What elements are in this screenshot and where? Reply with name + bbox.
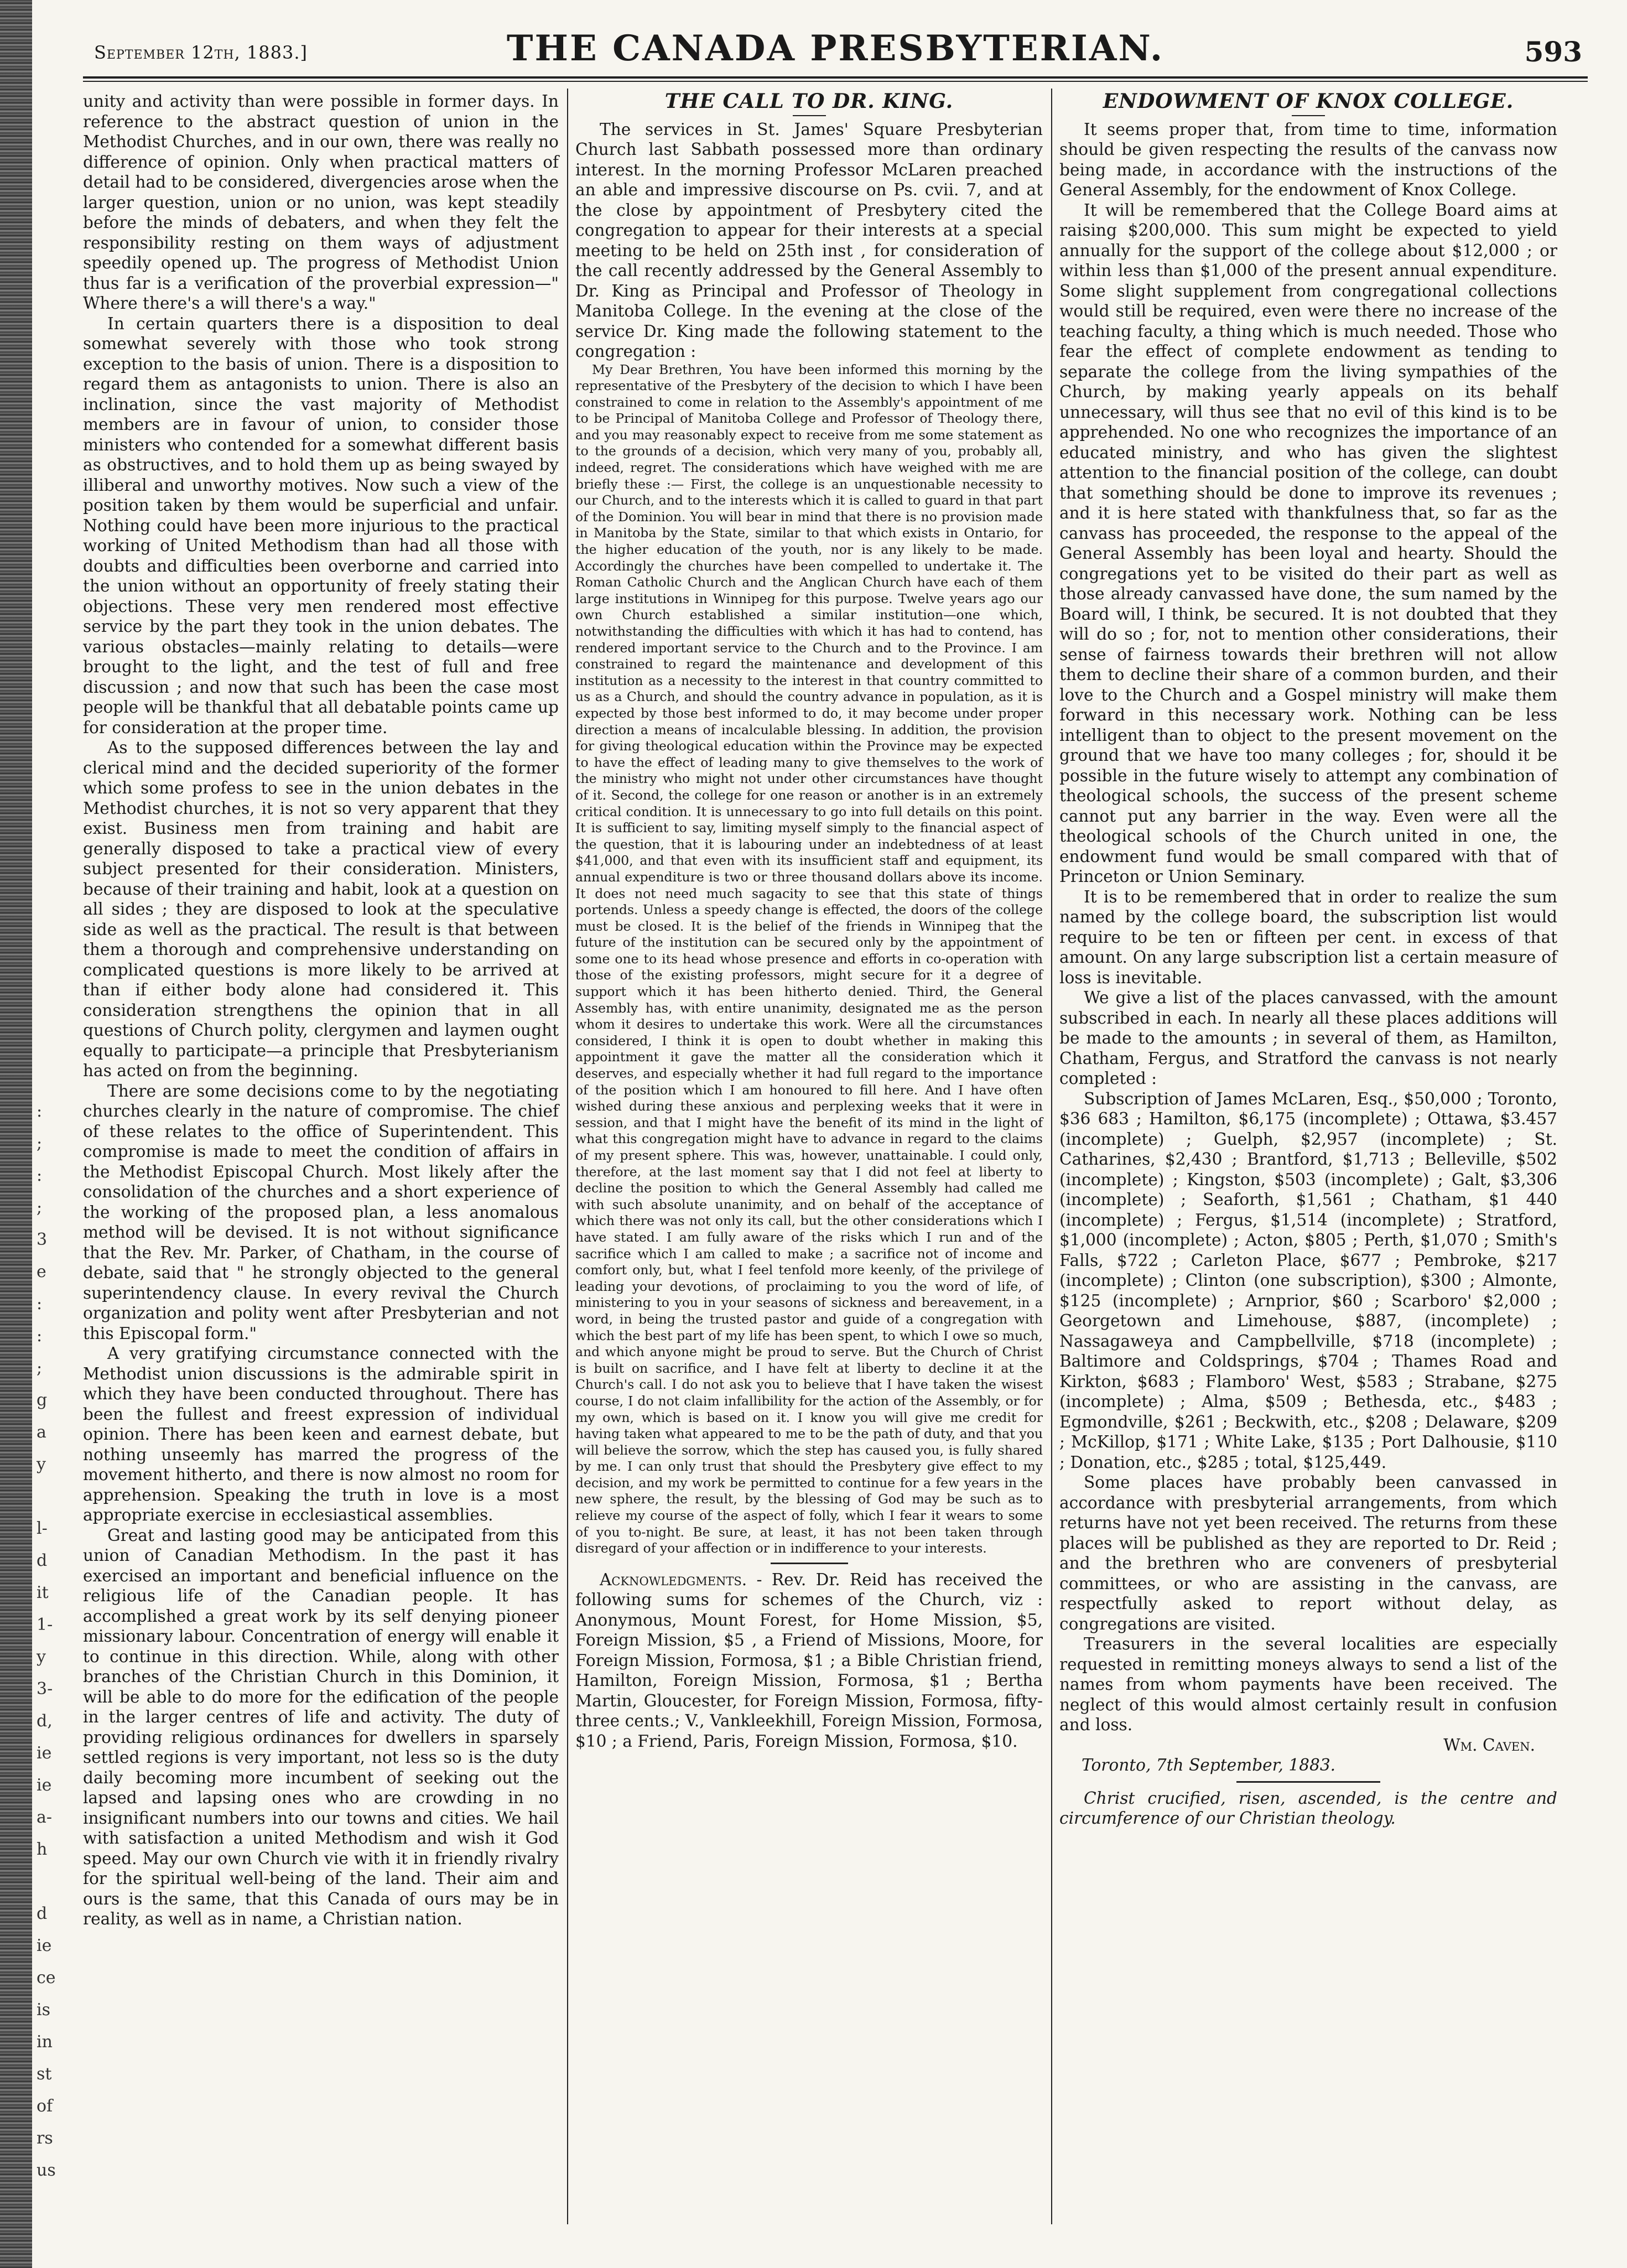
article-paragraph: Some places have probably been canvassed in accordance with presbyterial arrangements, from which returns have not yet been received. The returns from these places will be published as they are reported to Dr. Reid ; and the brethren who are conveners of presbyterial committees, or who are assisting in the canvass, are respectfully asked to report without delay, as congregations are visited. (1059, 1473, 1557, 1633)
article-paragraph: Treasurers in the several localities are especially requested in remitting moneys always to send a list of the names from whom payments have been received. The neglect of this would almost certainly result in confusion and loss. (1059, 1634, 1557, 1734)
article-title: THE CALL TO DR. KING. (664, 90, 954, 113)
title-rule (793, 115, 826, 116)
header-date: September 12th, 1883.] (94, 42, 308, 63)
newspaper-title: THE CANADA PRESBYTERIAN. (506, 28, 1165, 69)
article-paragraph: There are some decisions come to by the negotiating churches clearly in the nature of compromise. The chief of these relates to the office of Superintendent. This compromise is made to meet the condition of affairs in the Methodist Episcopal Church. Most likely after the consolidation of the churches and a short experience of the working of the proposed plan, a less anomalous method will be devised. It is not without significance that the Rev. Mr. Parker, of Chatham, in the course of debate, said that " he strongly objected to the general superintendency clause. In every revival the Church organization and polity went after Presbyterian and not this Episcopal form." (83, 1081, 559, 1343)
title-rule (1292, 115, 1325, 116)
signature: Wm. Caven. (1443, 1735, 1535, 1755)
article-paragraph: In certain quarters there is a disposition to deal somewhat severely with those who took strong exception to the basis of union. There is a disposition to regard them as antagonists to union. There is also an inclination, since the vast majority of Methodist members are in favour of union, to consider those ministers who contended for a somewhat different basis as obstructives, and to hold them up as being swayed by illiberal and unworthy motives. Now such a view of the position taken by them would be superficial and unfair. Nothing could have been more injurious to the practical working of United Methodism than had all those with doubts and difficulties been overborne and carried into the union without an opportunity of freely stating their objections. These very men rendered most effective service by the part they took in the union debates. The various obstacles—mainly relating to details—were brought to the light, and the test of full and free discussion ; and now that such has been the case most people will be thankful that all debatable points came up for consideration at the proper time. (83, 314, 559, 737)
article-intro: The services in St. James' Square Presbyterian Church last Sabbath possessed more than ordinary interest. In the morning Professor McLaren preached an able and impressive discourse on Ps. cvii. 7, and at the close by appointment of Presbytery cited the congregation to appear for their interests at a special meeting to be held on 25th inst , for consideration of the call recently addressed by the General Assembly to Dr. King as Principal and Professor of Theology in Manitoba College. In the evening at the close of the service Dr. King made the following statement to the congregation : (575, 120, 1043, 361)
column-divider-2 (1051, 89, 1052, 2224)
footnote: Christ crucified, risen, ascended, is the centre and circumference of our Christian theology. (1059, 1788, 1557, 1828)
page-number: 593 (1524, 35, 1582, 68)
article-paragraph: We give a list of the places canvassed, with the amount subscribed in each. In nearly all these places additions will be made to the amounts ; in several of them, as Hamilton, Chatham, Fergus, and Stratford the canvass is not nearly completed : (1059, 988, 1557, 1088)
column-call-to-dr-king (575, 91, 1043, 1751)
article-paragraph: It will be remembered that the College Board aims at raising $200,000. This sum might be expected to yield annually for the support of the college about $12,000 ; or within less than $1,000 of the present annual expenditure. Some slight supplement from congregational collections would still be required, even were there no increase of the teaching faculty, a thing which is much needed. Those who fear the effect of complete endowment as tending to separate the college from the living sympathies of the Church, by making yearly appeals on its behalf unnecessary, will thus see that no evil of this kind is to be apprehended. No one who recognizes the importance of an educated ministry, and who has given the slightest attention to the financial position of the college, can doubt that something should be done to improve its revenues ; and it is here stated with thankfulness that, so far as the canvass has proceeded, the response to the appeal of the General Assembly has been loyal and hearty. Should the congregations yet to be visited do their part as well as those already canvassed have done, the sum named by the Board will, I think, be secured. It is not doubted that they will do so ; for, not to mention other considerations, their sense of fairness towards their brethren will not allow them to decline their share of a common burden, and their love to the Church and a Gospel ministry will make them forward in this necessary work. Nothing can be less intelligent than to object to the present movement on the ground that we have too many colleges ; for, should it be possible in the future wisely to attempt any combination of theological schools, the success of the present scheme cannot put any barrier in the way. Even were all the theological schools of the Church united in one, the endowment fund would be small compared with that of Princeton or Union Seminary. (1059, 200, 1557, 886)
margin-fragments: : ; : ; 3 e : : ; g a y l- d it 1- y 3- d, ie ie a- h d ie ce is in st of rs us (37, 1102, 56, 2180)
section-rule (1236, 1781, 1380, 1783)
article-paragraph: Great and lasting good may be anticipated from this union of Canadian Methodism. In the past it has exercised an important and beneficial influence on the religious life of the Canadian people. It has accomplished a great work by its self denying pioneer missionary labour. Concentration of energy will enable it to continue in this direction. While, along with other branches of the Christian Church in this Dominion, it will be able to do more for the edification of the people in the larger centres of life and activity. The duty of providing religious ordinances for dwellers in sparsely settled regions is very important, not less so is the duty daily becoming more incumbent of seeking out the lapsed and lapsing ones who are crowding in no insignificant numbers into our towns and cities. We hail with satisfaction a united Methodism and wish it God speed. May our own Church vie with it in friendly rivalry for the spiritual well-being of the land. Their aim and ours is the same, that this Canada of ours may be in reality, as well as in name, a Christian nation. (83, 1525, 559, 1928)
acknowledgments-text: - Rev. Dr. Reid has received the following sums for schemes of the Church, viz : Anonymous, Mount Forest, for Home Mission, $5, Foreign Mission, $5 , a Friend of Missions, Moore, for Foreign Mission, Formosa, $1 ; a Bible Christian friend, Hamilton, Foreign Mission, Formosa, $1 ; Bertha Martin, Gloucester, for Foreign Mission, Formosa, fifty-three cents.; V., Vankleekhill, Foreign Mission, Formosa, $10 ; a Friend, Paris, Foreign Mission, Formosa, $10. (575, 1570, 1043, 1751)
dr-king-statement (575, 362, 1043, 1557)
column-divider-1 (567, 89, 568, 2224)
acknowledgments (575, 1570, 1043, 1752)
header-rule (83, 76, 1588, 79)
section-rule (771, 1563, 848, 1564)
article-paragraph: It is to be remembered that in order to realize the sum named by the college board, the subscription list would require to be ten or fifteen per cent. in excess of that amount. On any large subscription list a certain measure of loss is inevitable. (1059, 887, 1557, 987)
acknowledgments-heading: Acknowledgments. (600, 1570, 747, 1589)
dateline: Toronto, 7th September, 1883. (1082, 1756, 1336, 1774)
article-paragraph: As to the supposed differences between the lay and clerical mind and the decided superiority of the former which some profess to see in the union debates in the Methodist churches, it is not so very apparent that they exist. Business men from training and habit are generally disposed to take a practical view of every subject presented for their consideration. Ministers, because of their training and habit, look at a question on all sides ; they are disposed to look at the speculative side as well as the practical. The result is that between them a thorough and comprehensive understanding on complicated questions is more likely to be arrived at than if either body alone had considered it. This consideration strengthens the opinion that in all questions of Church polity, clergymen and laymen ought equally to participate—a principle that Presbyterianism has acted on from the beginning. (83, 738, 559, 1080)
page-binding-edge (0, 0, 32, 2268)
subscription-list: Subscription of James McLaren, Esq., $50,000 ; Toronto, $36 683 ; Hamilton, $6,175 (incomplete) ; Ottawa, $3.457 (incomplete) ; Guelph, $2,957 (incomplete) ; St. Catharines, $2,430 ; Brantford, $1,713 ; Belleville, $502 (incomplete) ; Kingston, $503 (incomplete) ; Galt, $3,306 (incomplete) ; Seaforth, $1,561 ; Chatham, $1 440 (incomplete) ; Fergus, $1,514 (incomplete) ; Stratford, $1,000 (incomplete) ; Acton, $805 ; Perth, $1,070 ; Smith's Falls, $722 ; Carleton Place, $677 ; Pembroke, $217 (incomplete) ; Clinton (one subscription), $300 ; Almonte, $125 (incomplete) ; Arnprior, $60 ; Scarboro' $2,000 ; Georgetown and Limehouse, $887, (incomplete) ; Nassagaweya and Campbellville, $718 (incomplete) ; Baltimore and Coldsprings, $704 ; Thames Road and Kirkton, $683 ; Flamboro' West, $583 ; Strabane, $275 (incomplete) ; Alma, $509 ; Bethesda, etc., $483 ; Egmondville, $261 ; Beckwith, etc., $208 ; Delaware, $209 ; McKillop, $171 ; White Lake, $135 ; Port Dalhousie, $110 ; Donation, etc., $285 ; total, $125,449. (1059, 1089, 1557, 1472)
article-paragraph: It seems proper that, from time to time, information should be given respecting the results of the canvass now being made, in accordance with the instructions of the General Assembly, for the endowment of Knox College. (1059, 120, 1557, 199)
article-title: ENDOWMENT OF KNOX COLLEGE. (1103, 90, 1514, 113)
statement-paragraph: My Dear Brethren, You have been informed this morning by the representative of the Presbytery of the decision to which I have been constrained to come in relation to the Assembly's appointment of me to be Principal of Manitoba College and Professor of Theology there, and you may reasonably expect to receive from me some statement as to the grounds of a decision, which very many of you, probably all, indeed, regret. The considerations which have weighed with me are briefly these :— First, the college is an unquestionable necessity to our Church, and to the interests which it is called to guard in that part of the Dominion. You will bear in mind that there is no provision made in Manitoba by the State, similar to that which exists in Ontario, for the higher education of the youth, nor is any likely to be made. Accordingly the churches have been compelled to undertake it. The Roman Catholic Church and the Anglican Church have each of them large institutions in Winnipeg for this purpose. Twelve years ago our own Church established a similar institution—one which, notwithstanding the difficulties with which it has had to contend, has rendered important service to the Church and to the Province. I am constrained to regard the maintenance and development of this institution as a necessity to the interest in that country committed to us as a Church, and should the country advance in population, as it is expected by those best informed to do, it may become under proper direction a means of incalculable blessing. In addition, the provision for giving theological education within the Province may be expected to have the effect of leading many to give themselves to the work of the ministry who might not under other circumstances have thought of it. Second, the college for one reason or another is in an extremely critical condition. It is unnecessary to go into full details on this point. It is sufficient to say, limiting myself simply to the financial aspect of the question, that it is labouring under an indebtedness of at least $41,000, and that even with its insufficient staff and equipment, its annual expenditure is two or three thousand dollars above its income. It does not need much sagacity to see that this state of things portends. Unless a speedy change is effected, the doors of the college must be closed. It is the belief of the friends in Winnipeg that the future of the institution can be secured only by the appointment of some one to its head whose presence and efforts in co-operation with those of the existing professors, might secure for it a degree of support which it has been hitherto denied. Third, the General Assembly has, with entire unanimity, designated me as the person whom it desires to undertake this work. Were all the circumstances considered, I think it is open to doubt whether in making this appointment it gave the matter all the consideration which it deserves, and especially whether it had full regard to the importance of the position which I am honoured to fill here. And I have often wished during these anxious and perplexing weeks that it were in session, and that I might have the benefit of its mind in the light of what this congregation might have to advance in regard to the claims of my present sphere. This was, however, unattainable. I could only, therefore, at the last moment say that I did not feel at liberty to decline the position to which the General Assembly had called me with such absolute unanimity, and on behalf of the acceptance of which there was not only its call, but the other considerations which I have stated. I am fully aware of the risks which I run and of the sacrifice which I am called to make ; a sacrifice not of income and comfort only, but, what I feel tenfold more keenly, of the privilege of leading your devotions, of proclaiming to you the word of life, of ministering to you in your seasons of sickness and bereavement, in a word, in being the trusted pastor and guide of a congregation with which the best part of my life has been spent, to which I owe so much, and which anyone might be proud to serve. But the Church of Christ is built on sacrifice, and I have felt at liberty to decline it at the Church's call. I do not ask you to believe that I have taken the wisest course, I do not claim infallibility for the action of the Assembly, or for my own, which is based on it. I know you will give me credit for having taken what appeared to me to be the path of duty, and that you will believe the sorrow, which the step has caused you, is fully shared by me. I can only trust that should the Presbytery give effect to my decision, and my work be permitted to continue for a few years in the new sphere, the result, by the blessing of God may be such as to relieve my course of the aspect of folly, which I fear it wears to some of you to-night. Be sure, at least, it has not been taken through disregard of your affection or in indifference to your interests. (575, 361, 1043, 1556)
column-endowment-knox-college (1059, 91, 1557, 1829)
page-header (83, 28, 1588, 72)
column-methodist-union (83, 91, 559, 1929)
article-paragraph: unity and activity than were possible in former days. In reference to the abstract question of union in the Methodist Churches, and in our own, there was really no difference of opinion. Only when practical matters of detail had to be considered, divergencies arose when the larger question, union or no union, was kept steadily before the minds of debaters, and when they felt the responsibility resting on them ways of adjustment speedily opened up. The progress of Methodist Union thus far is a verification of the proverbial expression—" Where there's a will there's a way." (83, 92, 559, 313)
article-paragraph: A very gratifying circumstance connected with the Methodist union discussions is the admirable spirit in which they have been conducted throughout. There has been the fullest and freest expression of individual opinion. There has been keen and earnest debate, but nothing unseemly has marred the progress of the movement hitherto, and there is now almost no room for apprehension. Speaking the truth in love is a most appropriate exercise in ecclesiastical assemblies. (83, 1344, 559, 1524)
header-rule-thin (83, 81, 1588, 82)
